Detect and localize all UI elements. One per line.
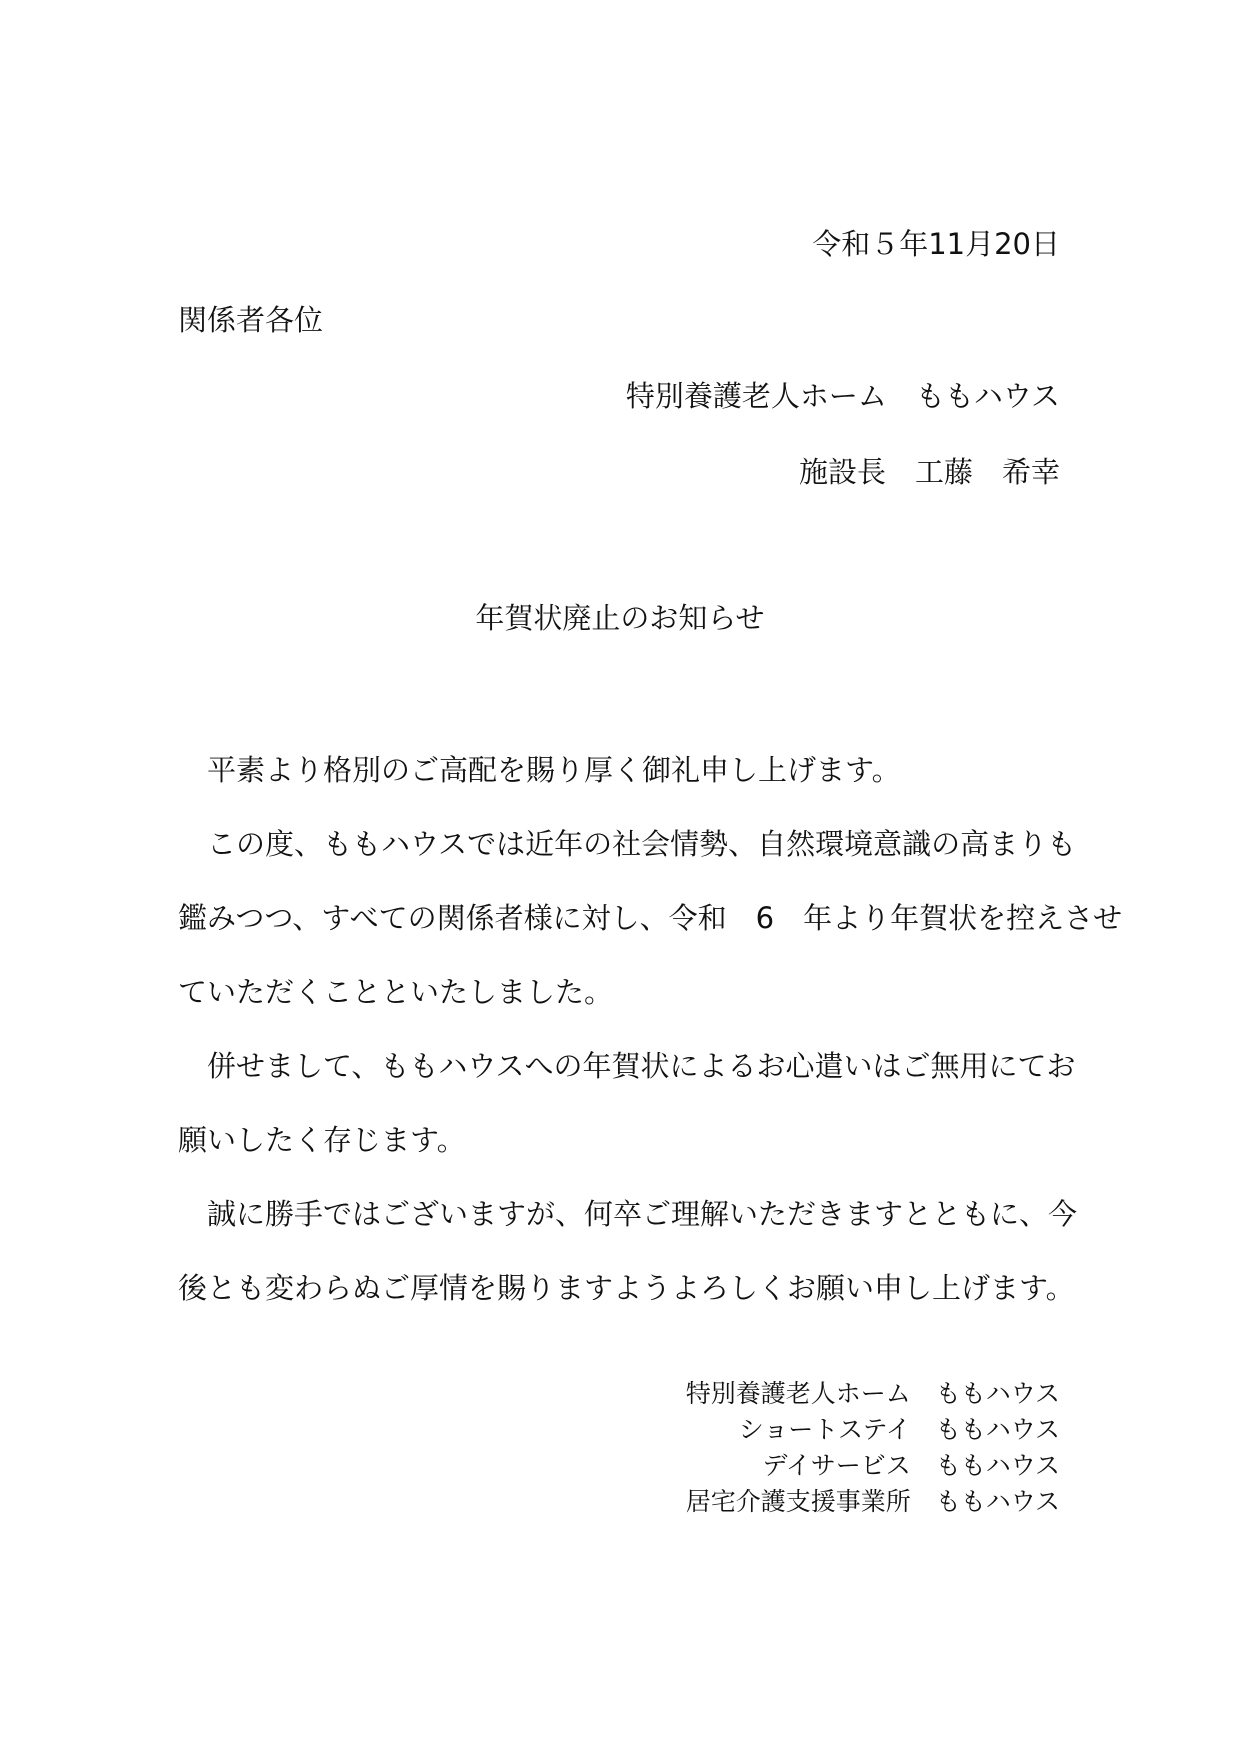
body-line: 鑑みつつ、すべての関係者様に対し、令和 6 年より年賀状を控えさせ — [178, 901, 1123, 935]
body-line: 後とも変わらぬご厚情を賜りますようよろしくお願い申し上げます。 — [178, 1271, 1075, 1305]
document-title: 年賀状廃止のお知らせ — [475, 601, 765, 635]
document-date: 令和５年11月20日 — [812, 227, 1060, 261]
sender-director: 施設長 工藤 希幸 — [798, 455, 1060, 489]
footer-line: 居宅介護支援事業所 ももハウス — [685, 1487, 1060, 1516]
body-line: 平素より格別のご高配を賜り厚く御礼申し上げます。 — [178, 753, 901, 787]
body-line: この度、ももハウスでは近年の社会情勢、自然環境意識の高まりも — [178, 827, 1077, 861]
footer-line: ショートステイ ももハウス — [738, 1415, 1060, 1444]
footer-line: 特別養護老人ホーム ももハウス — [685, 1379, 1060, 1408]
body-line: 併せまして、ももハウスへの年賀状によるお心遣いはご無用にてお — [178, 1049, 1076, 1083]
recipient: 関係者各位 — [178, 303, 324, 337]
body-line: 願いしたく存じます。 — [178, 1123, 466, 1157]
footer-signature-block — [686, 1376, 1060, 1520]
body-line: ていただくことといたしました。 — [178, 975, 614, 1009]
footer-line: デイサービス ももハウス — [762, 1451, 1060, 1480]
sender-organization: 特別養護老人ホーム ももハウス — [625, 379, 1060, 413]
body-line: 誠に勝手ではございますが、何卒ご理解いただきますとともに、今 — [178, 1197, 1078, 1231]
